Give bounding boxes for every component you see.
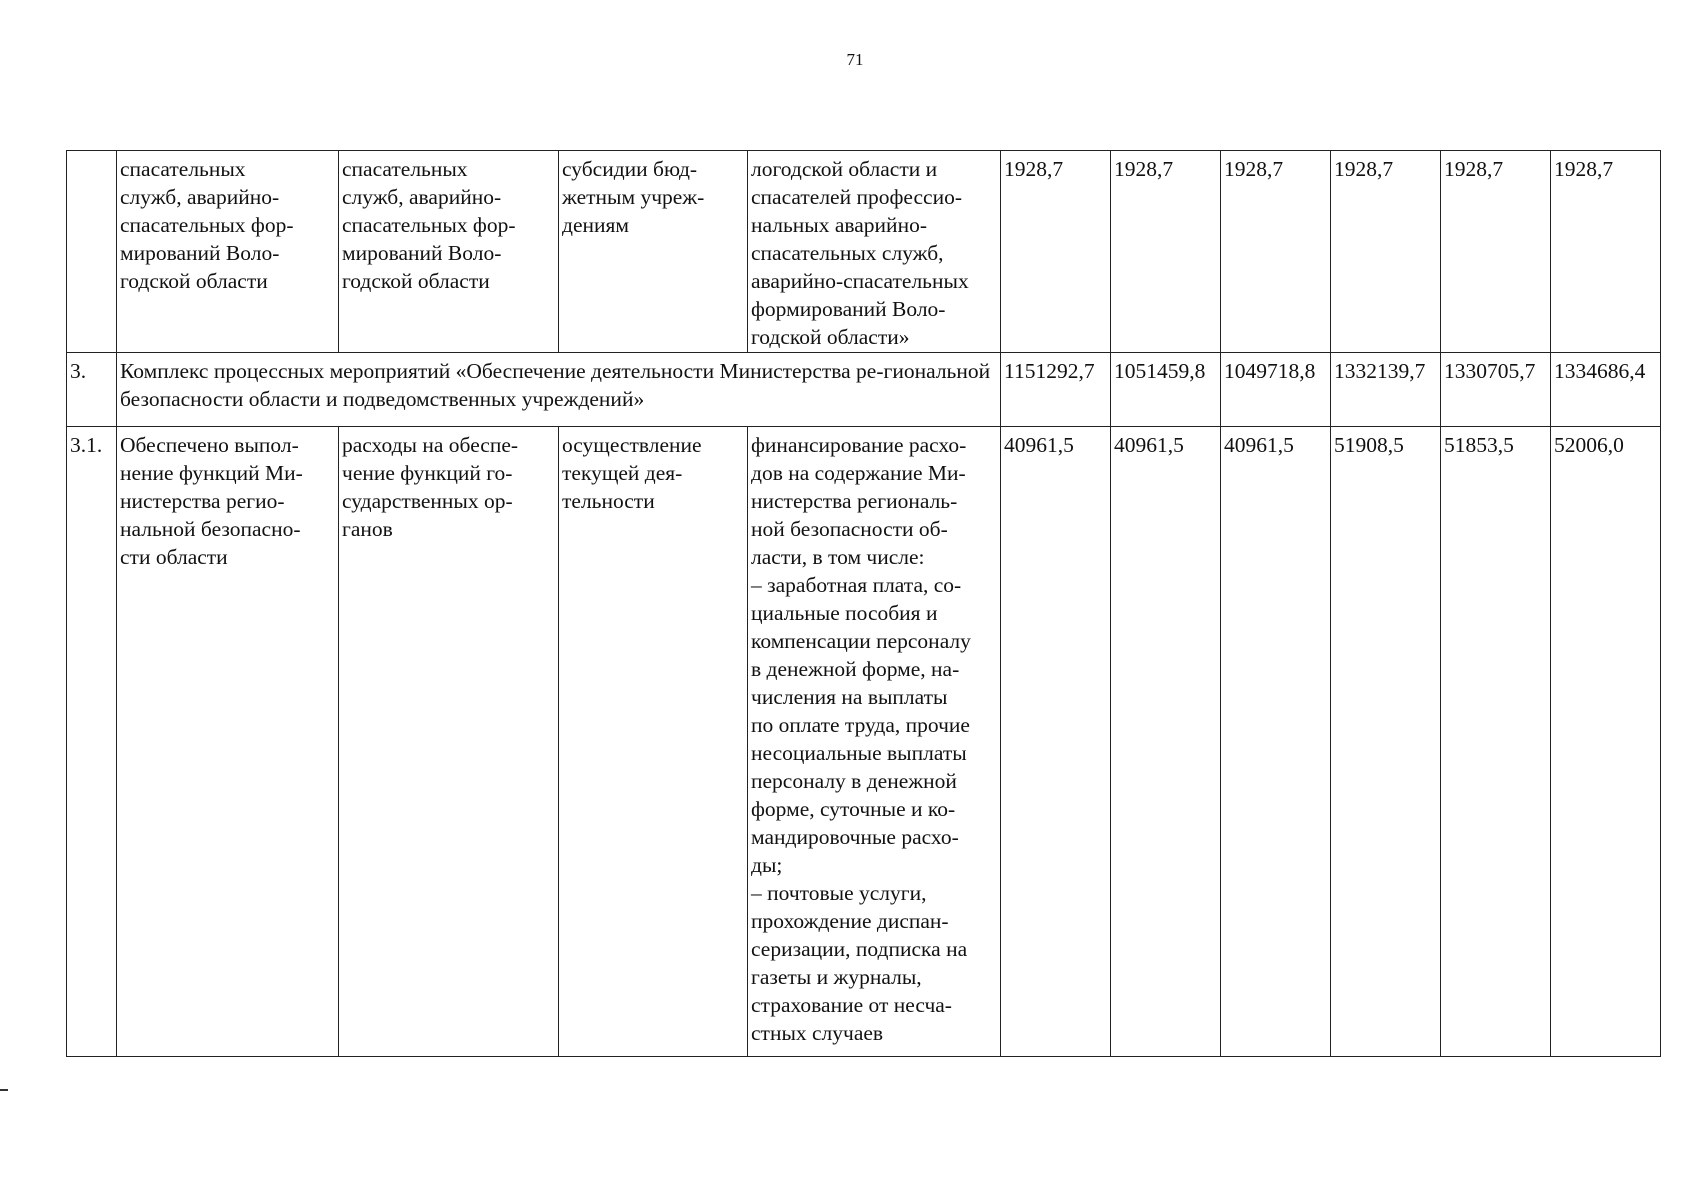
value-cell-6: 52006,0 [1551,427,1661,1057]
row-number: 3. [67,353,117,427]
expense-type-cell: расходы на обеспе- чение функций го- сударственных ор- ганов [339,427,559,1057]
value-cell-2: 1928,7 [1111,151,1221,353]
scan-margin-mark [0,1089,8,1091]
activity-type-cell: субсидии бюд- жетным учреж- дениям [559,151,748,353]
row-number [67,151,117,353]
activity-type-cell: осуществление текущей дея- тельности [559,427,748,1057]
value-cell-5: 1330705,7 [1441,353,1551,427]
budget-table [66,150,1661,1057]
value-cell-3: 40961,5 [1221,427,1331,1057]
row-number: 3.1. [67,427,117,1057]
description-cell: финансирование расхо- дов на содержание Ми- нистерства региональ- ной безопасности об- ласти, в том числе: – заработная плата, со- циальные пособия и компенсации персоналу в денежной форме, на- числения на выплаты по оплате труда, прочие несоциальные выплаты персоналу в денежной форме, суточные и ко- мандировочные расхо- ды; – почтовые услуги, прохождение диспан- серизации, подписка на газеты и журналы, страхование от несча- стных случаев [748,427,1001,1057]
value-cell-4: 1332139,7 [1331,353,1441,427]
table-row [67,427,1661,1057]
value-cell-2: 1051459,8 [1111,353,1221,427]
result-cell: спасательных служб, аварийно- спасательных фор- мирований Воло- годской области [117,151,339,353]
value-cell-5: 1928,7 [1441,151,1551,353]
value-cell-6: 1928,7 [1551,151,1661,353]
value-cell-1: 1928,7 [1001,151,1111,353]
value-cell-3: 1049718,8 [1221,353,1331,427]
section-title-cell: Комплекс процессных мероприятий «Обеспечение деятельности Министерства ре-гиональной безопасности области и подведомственных учреждений» [117,353,1001,427]
table-row [67,151,1661,353]
value-cell-4: 51908,5 [1331,427,1441,1057]
value-cell-5: 51853,5 [1441,427,1551,1057]
table-row [67,353,1661,427]
expense-type-cell: спасательных служб, аварийно- спасательных фор- мирований Воло- годской области [339,151,559,353]
result-cell: Обеспечено выпол- нение функций Ми- нистерства регио- нальной безопасно- сти области [117,427,339,1057]
value-cell-4: 1928,7 [1331,151,1441,353]
value-cell-6: 1334686,4 [1551,353,1661,427]
page-number: 71 [846,50,864,69]
value-cell-2: 40961,5 [1111,427,1221,1057]
value-cell-1: 40961,5 [1001,427,1111,1057]
description-cell: логодской области и спасателей профессио- нальных аварийно- спасательных служб, аварийно-спасательных формирований Воло- годской области» [748,151,1001,353]
value-cell-3: 1928,7 [1221,151,1331,353]
value-cell-1: 1151292,7 [1001,353,1111,427]
